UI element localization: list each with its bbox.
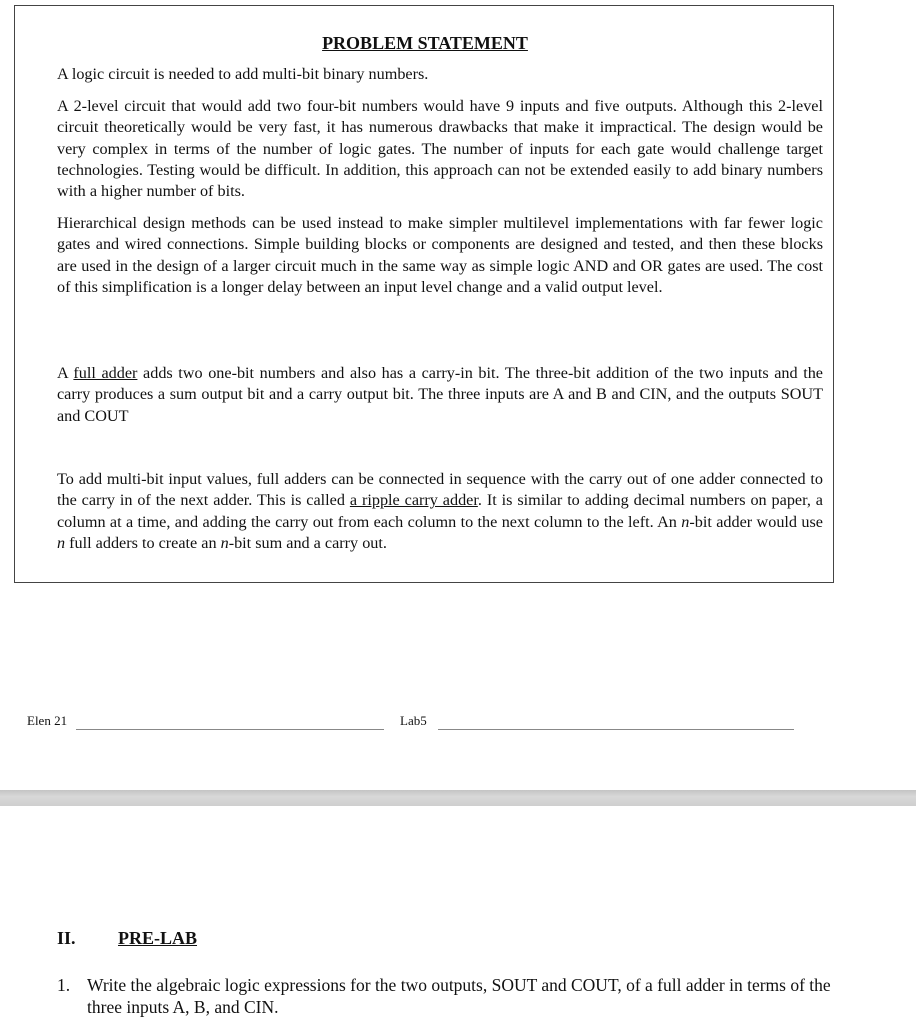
section-title-prelab: PRE-LAB (118, 928, 198, 948)
text: A (57, 364, 74, 382)
text: full adders to create an (65, 533, 221, 552)
question-text: Write the algebraic logic expressions for the two outputs, SOUT and COUT, of a full adder in terms of the three inputs A, B, and CIN. (87, 975, 831, 1017)
footer-course-line (76, 729, 384, 730)
text: To add multi-bit input values, full adders can be connected in sequence with the carry out of one adder connected to the carry in of the next adder. This is called (57, 470, 823, 510)
paragraph-ripple-carry (57, 469, 823, 554)
text: . It is similar to adding decimal numbers on paper, a column at a time, and adding the carry out from each column to the next column to the left. An (57, 491, 823, 531)
var-n: n (681, 512, 690, 531)
footer-lab: Lab5 (400, 713, 427, 728)
page-divider (0, 790, 916, 806)
footer-lab-line (438, 729, 794, 730)
problem-statement-title: PROBLEM STATEMENT (322, 33, 528, 53)
var-n: n (220, 533, 229, 552)
footer-course: Elen 21 (27, 713, 68, 728)
question-number: 1. (57, 975, 71, 995)
paragraph-intro: A logic circuit is needed to add multi-bit binary numbers. (57, 65, 429, 83)
paragraph-two-level: A 2-level circuit that would add two four-bit numbers would have 9 inputs and five outputs. Although this 2-level circuit theoretically would be very fast, it has numerous drawbacks that make it impractical. The design would be very complex in terms of the number of logic gates. The number of inputs for each gate would challenge target technologies. Testing would be difficult. In addition, this approach can not be extended easily to add binary numbers with a higher number of bits. (57, 97, 823, 201)
term-ripple-carry-adder: a ripple carry adder (349, 491, 478, 510)
text: -bit sum and a carry out. (228, 533, 387, 552)
text: -bit adder would use (689, 512, 823, 531)
var-n: n (57, 533, 66, 552)
section-numeral: II. (57, 928, 76, 948)
text: adds two one-bit numbers and also has a carry-in bit. The three-bit addition of the two inputs and the carry produces a sum output bit and a carry output bit. The three inputs are A and B and CIN, and the outputs SOUT and COUT (57, 364, 823, 425)
paragraph-hierarchical: Hierarchical design methods can be used instead to make simpler multilevel implementations with far fewer logic gates and wired connections. Simple building blocks or components are designed and tested, and then these blocks are used in the design of a larger circuit much in the same way as simple logic AND and OR gates are used. The cost of this simplification is a longer delay between an input level change and a valid output level. (57, 214, 823, 296)
paragraph-full-adder (57, 363, 823, 427)
term-full-adder: full adder (73, 364, 138, 382)
